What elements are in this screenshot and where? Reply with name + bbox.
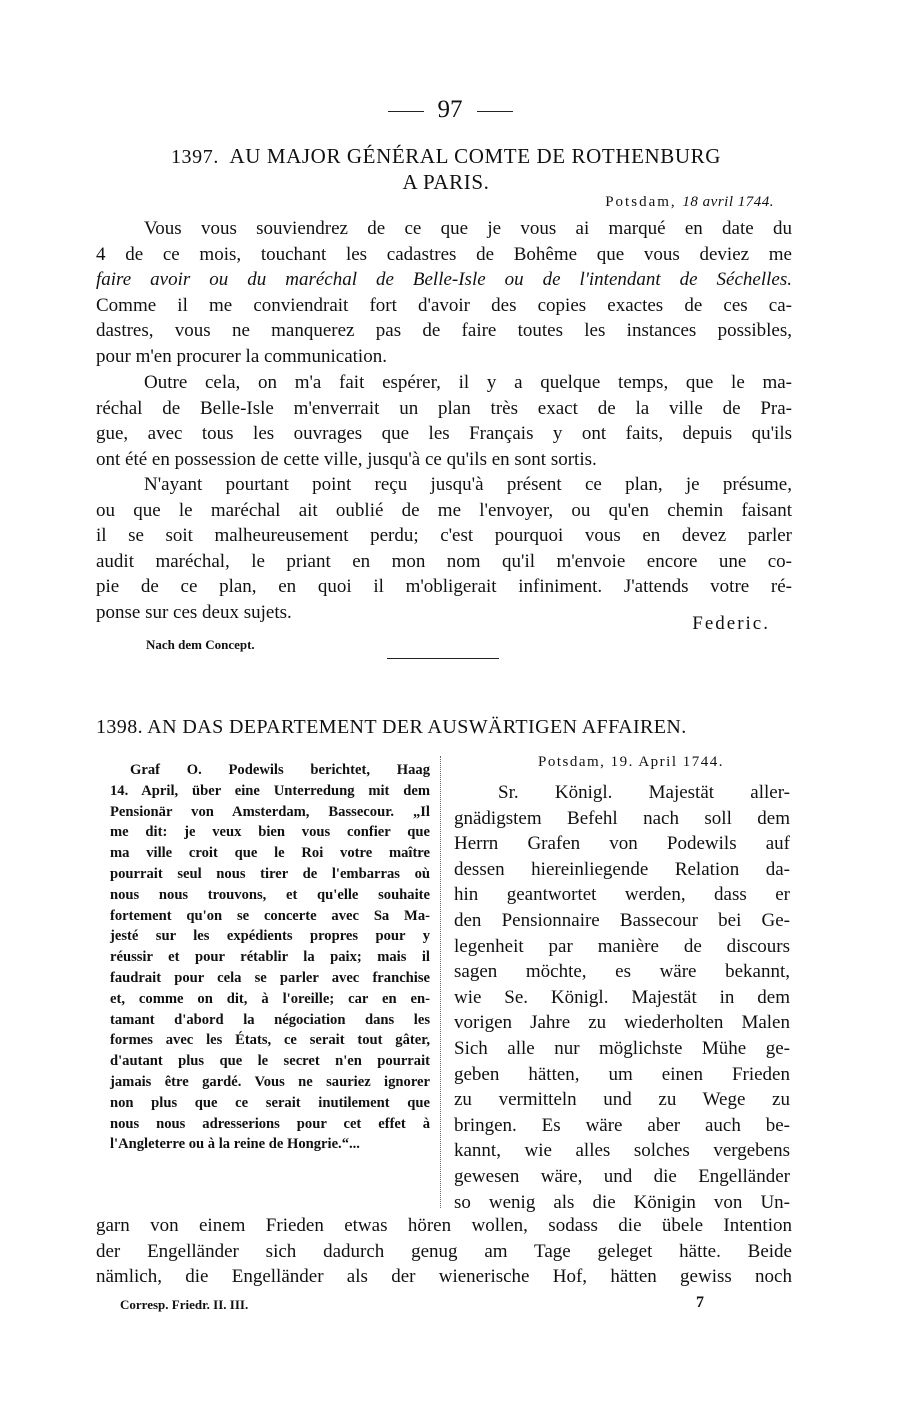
text-line: gue, avec tous les ouvrages que les Français y ont faits, depuis qu'ils [96, 423, 792, 444]
page-number-text: 97 [437, 96, 463, 123]
text-line: ma ville croit que le Roi votre maître [110, 845, 430, 862]
text-line: Herrn Grafen von Podewils auf [454, 833, 790, 855]
letter2-summary-column [110, 760, 430, 1155]
letter2-number: 1398. [96, 716, 143, 738]
section-divider [387, 658, 499, 659]
letter1-number: 1397. [170, 146, 219, 168]
letter1-heading [96, 144, 796, 195]
text-line: nämlich, die Engelländer als der wienerische Hof, hätten gewiss noch [96, 1266, 792, 1287]
letter2-text-continuation [96, 1213, 792, 1290]
text-line: jamais être gardé. Vous ne sauriez ignorer [110, 1073, 430, 1090]
text-line: pourrait seul nous tirer de l'embarras où [110, 865, 430, 882]
letter1-heading-line1: AU MAJOR GÉNÉRAL COMTE DE ROTHENBURG [229, 144, 722, 168]
text-line: pie de ce plan, en quoi il m'obligerait infiniment. J'attends votre ré- [96, 576, 792, 597]
text-line: dastres, vous ne manquerez pas de faire toutes les instances possibles, [96, 320, 792, 341]
letter1-date: 18 avril 1744. [682, 194, 774, 210]
text-line: jesté sur les expédients propres pour y [110, 928, 430, 945]
text-line: Sich alle nur möglichste Mühe ge- [454, 1037, 790, 1059]
page-number [0, 96, 900, 124]
letter1-signature: Federic. [692, 613, 770, 634]
text-line: legenheit par manière de discours [454, 935, 790, 957]
text-line: der Engelländer sich dadurch genug am Tage geleget hätte. Beide [96, 1240, 792, 1262]
text-line: et, comme on dit, à l'oreille; car en en- [110, 990, 430, 1007]
letter1-paragraph-3 [96, 472, 792, 625]
text-line: nous nous trouvons, et qu'elle souhaite [110, 886, 430, 903]
page-number-dash-left [388, 111, 424, 112]
text-line: pour m'en procurer la communication. [96, 345, 387, 367]
text-line: l'Angleterre ou à la reine de Hongrie.“... [110, 1136, 360, 1153]
footer-citation: Corresp. Friedr. II. III. [120, 1297, 249, 1312]
text-line: formes avec les États, ce serait tout gâter, [110, 1032, 430, 1049]
page-number-dash-right [477, 111, 513, 112]
letter1-place: Potsdam, [605, 194, 677, 210]
text-line: Sr. Königl. Majestät aller- [498, 782, 790, 803]
letter1-heading-line2: A PARIS. [402, 170, 490, 194]
text-line: gnädigstem Befehl nach soll dem [454, 807, 790, 829]
text-line: garn von einem Frieden etwas hören wollen, sodass die übele Intention [96, 1215, 792, 1236]
text-line: me dit: je veux bien vous confier que [110, 824, 430, 841]
text-line: dessen hiereinliegende Relation da- [454, 858, 790, 880]
text-line: faire avoir ou du maréchal de Belle-Isle ou de l'intendant de Séchelles. [96, 269, 792, 290]
text-line: Outre cela, on m'a fait espérer, il y a quelque temps, que le ma- [144, 372, 792, 393]
text-line: non plus que ce serait inutilement que [110, 1094, 430, 1111]
letter1-paragraph-1 [96, 216, 792, 369]
letter1-place-date [605, 194, 774, 211]
text-line: 4 de ce mois, touchant les cadastres de Bohême que vous deviez me [96, 243, 792, 265]
letter2-place-date: Potsdam, 19. April 1744. [538, 754, 725, 770]
text-line: réchal de Belle-Isle m'enverrait un plan très exact de la ville de Pra- [96, 397, 792, 419]
text-line: N'ayant pourtant point reçu jusqu'à présent ce plan, je présume, [144, 474, 792, 495]
text-line: gewesen wäre, und die Engelländer [454, 1165, 790, 1187]
text-line: ponse sur ces deux sujets. [96, 601, 292, 623]
text-line: ont été en possession de cette ville, jusqu'à ce qu'ils en sont sortis. [96, 448, 597, 470]
letter1-paragraph-2 [96, 370, 792, 472]
text-line: hin geantwortet werden, dass er [454, 884, 790, 906]
text-line: Graf O. Podewils berichtet, Haag [130, 762, 430, 778]
text-line: 14. April, über eine Unterredung mit dem [110, 782, 430, 799]
text-line: sagen möchte, es wäre bekannt, [454, 961, 790, 983]
text-line: den Pensionnaire Bassecour bei Ge- [454, 909, 790, 931]
text-line: geben hätten, um einen Frieden [454, 1063, 790, 1085]
text-line: fortement qu'on se concerte avec Sa Ma- [110, 907, 430, 924]
text-line: so wenig als die Königin von Un- [454, 1191, 790, 1213]
letter2-heading-text: AN DAS DEPARTEMENT DER AUSWÄRTIGEN AFFAIREN. [147, 716, 687, 738]
text-line: réussir et pour rétablir la paix; mais il [110, 949, 430, 966]
text-line: Vous vous souviendrez de ce que je vous ai marqué en date du [144, 218, 792, 239]
text-line: ou que le maréchal ait oublié de me l'envoyer, ou qu'en chemin faisant [96, 499, 792, 521]
text-line: vorigen Jahre zu wiederholten Malen [454, 1012, 790, 1034]
footer-signature-number: 7 [696, 1294, 704, 1311]
text-line: faudrait pour cela se parler avec franchise [110, 969, 430, 986]
text-line: nous nous adresserions pour cet effet à [110, 1115, 430, 1132]
text-line: Comme il me conviendrait fort d'avoir des copies exactes de ces ca- [96, 294, 792, 316]
text-line: zu vermitteln und zu Wege zu [454, 1089, 790, 1111]
letter1-source-note: Nach dem Concept. [146, 637, 255, 652]
text-line: kannt, wie alles solches vergebens [454, 1140, 790, 1162]
text-line: audit maréchal, le priant en mon nom qu'il m'envoie encore une co- [96, 550, 792, 572]
column-divider [440, 756, 441, 1208]
letter2-heading [96, 716, 796, 739]
letter2-text-column [454, 780, 790, 1215]
text-line: d'autant plus que le secret n'en pourrait [110, 1053, 430, 1070]
text-line: bringen. Es wäre aber auch be- [454, 1114, 790, 1136]
text-line: Pensionär von Amsterdam, Bassecour. „Il [110, 803, 430, 820]
text-line: wie Se. Königl. Majestät in dem [454, 986, 790, 1008]
text-line: il se soit malheureusement perdu; c'est pourquoi vous en devez parler [96, 525, 792, 546]
text-line: tamant d'abord la négociation dans les [110, 1011, 430, 1028]
